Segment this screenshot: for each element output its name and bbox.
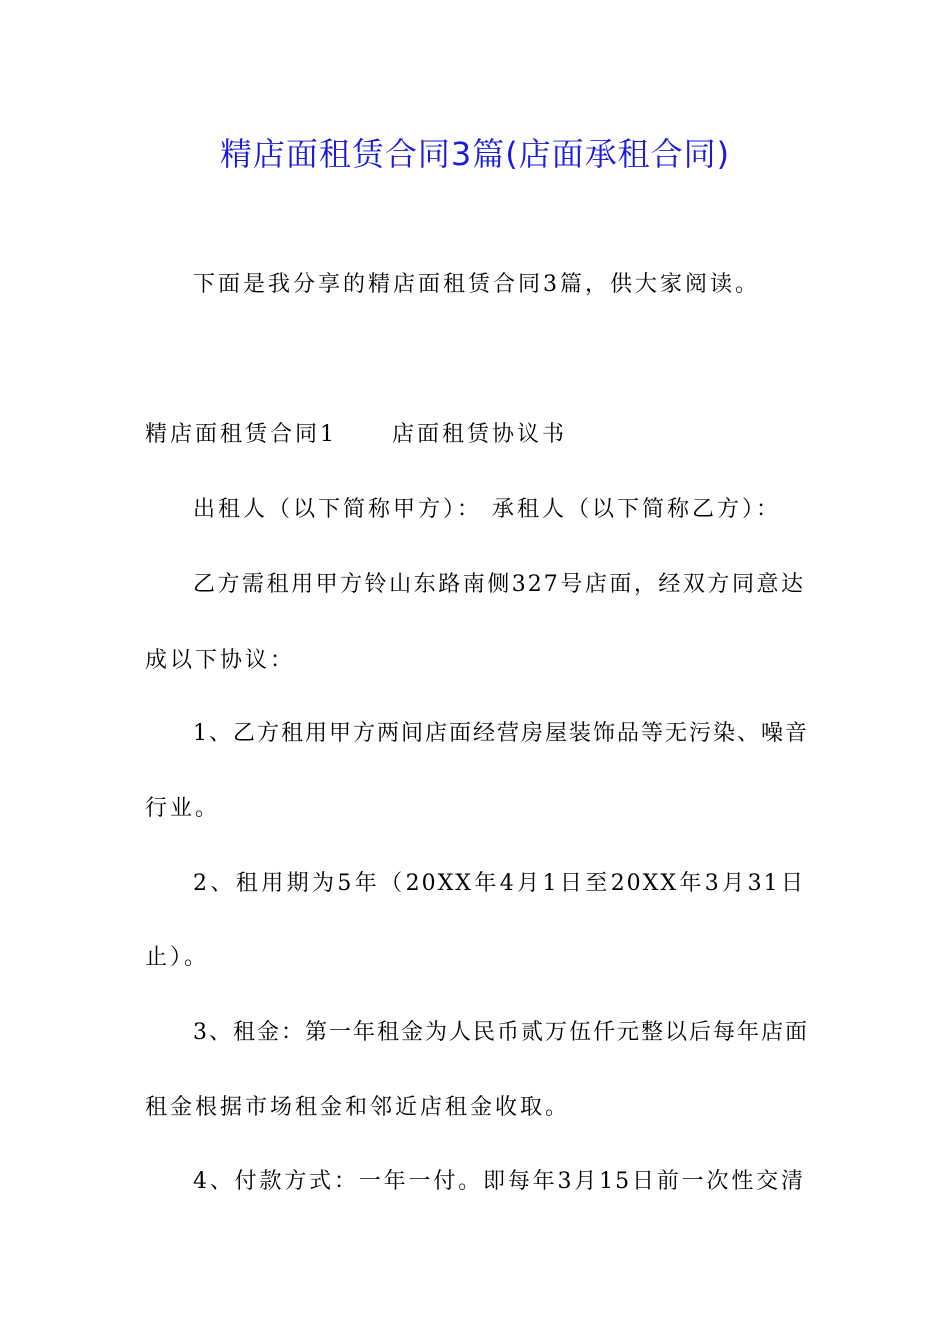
section-heading-line <box>145 420 567 450</box>
intro-clause-line-1: 乙方需租用甲方铃山东路南侧327号店面，经双方同意达 <box>193 572 805 597</box>
intro-paragraph: 下面是我分享的精店面租赁合同3篇，供大家阅读。 <box>193 272 760 297</box>
section-subheading: 店面租赁协议书 <box>392 422 568 447</box>
clause-1-line-2: 行业。 <box>145 796 221 821</box>
clause-2-line-1: 2、租用期为5年（20XX年4月1日至20XX年3月31日 <box>193 871 805 896</box>
clause-2-line-2: 止）。 <box>145 945 210 970</box>
clause-1-line-1: 1、乙方租用甲方两间店面经营房屋装饰品等无污染、噪音 <box>193 721 809 746</box>
clause-3-line-2: 租金根据市场租金和邻近店租金收取。 <box>145 1095 571 1120</box>
clause-3-line-1: 3、租金：第一年租金为人民币贰万伍仟元整以后每年店面 <box>193 1020 809 1045</box>
document-title: 精店面租赁合同3篇(店面承租合同) <box>219 135 731 173</box>
parties-line: 出租人（以下简称甲方）： 承租人（以下简称乙方）： <box>193 497 781 522</box>
section-heading: 精店面租赁合同1 <box>145 422 337 447</box>
clause-4-line-1: 4、付款方式：一年一付。即每年3月15日前一次性交清 <box>193 1169 805 1194</box>
intro-clause-line-2: 成以下协议： <box>145 648 296 673</box>
